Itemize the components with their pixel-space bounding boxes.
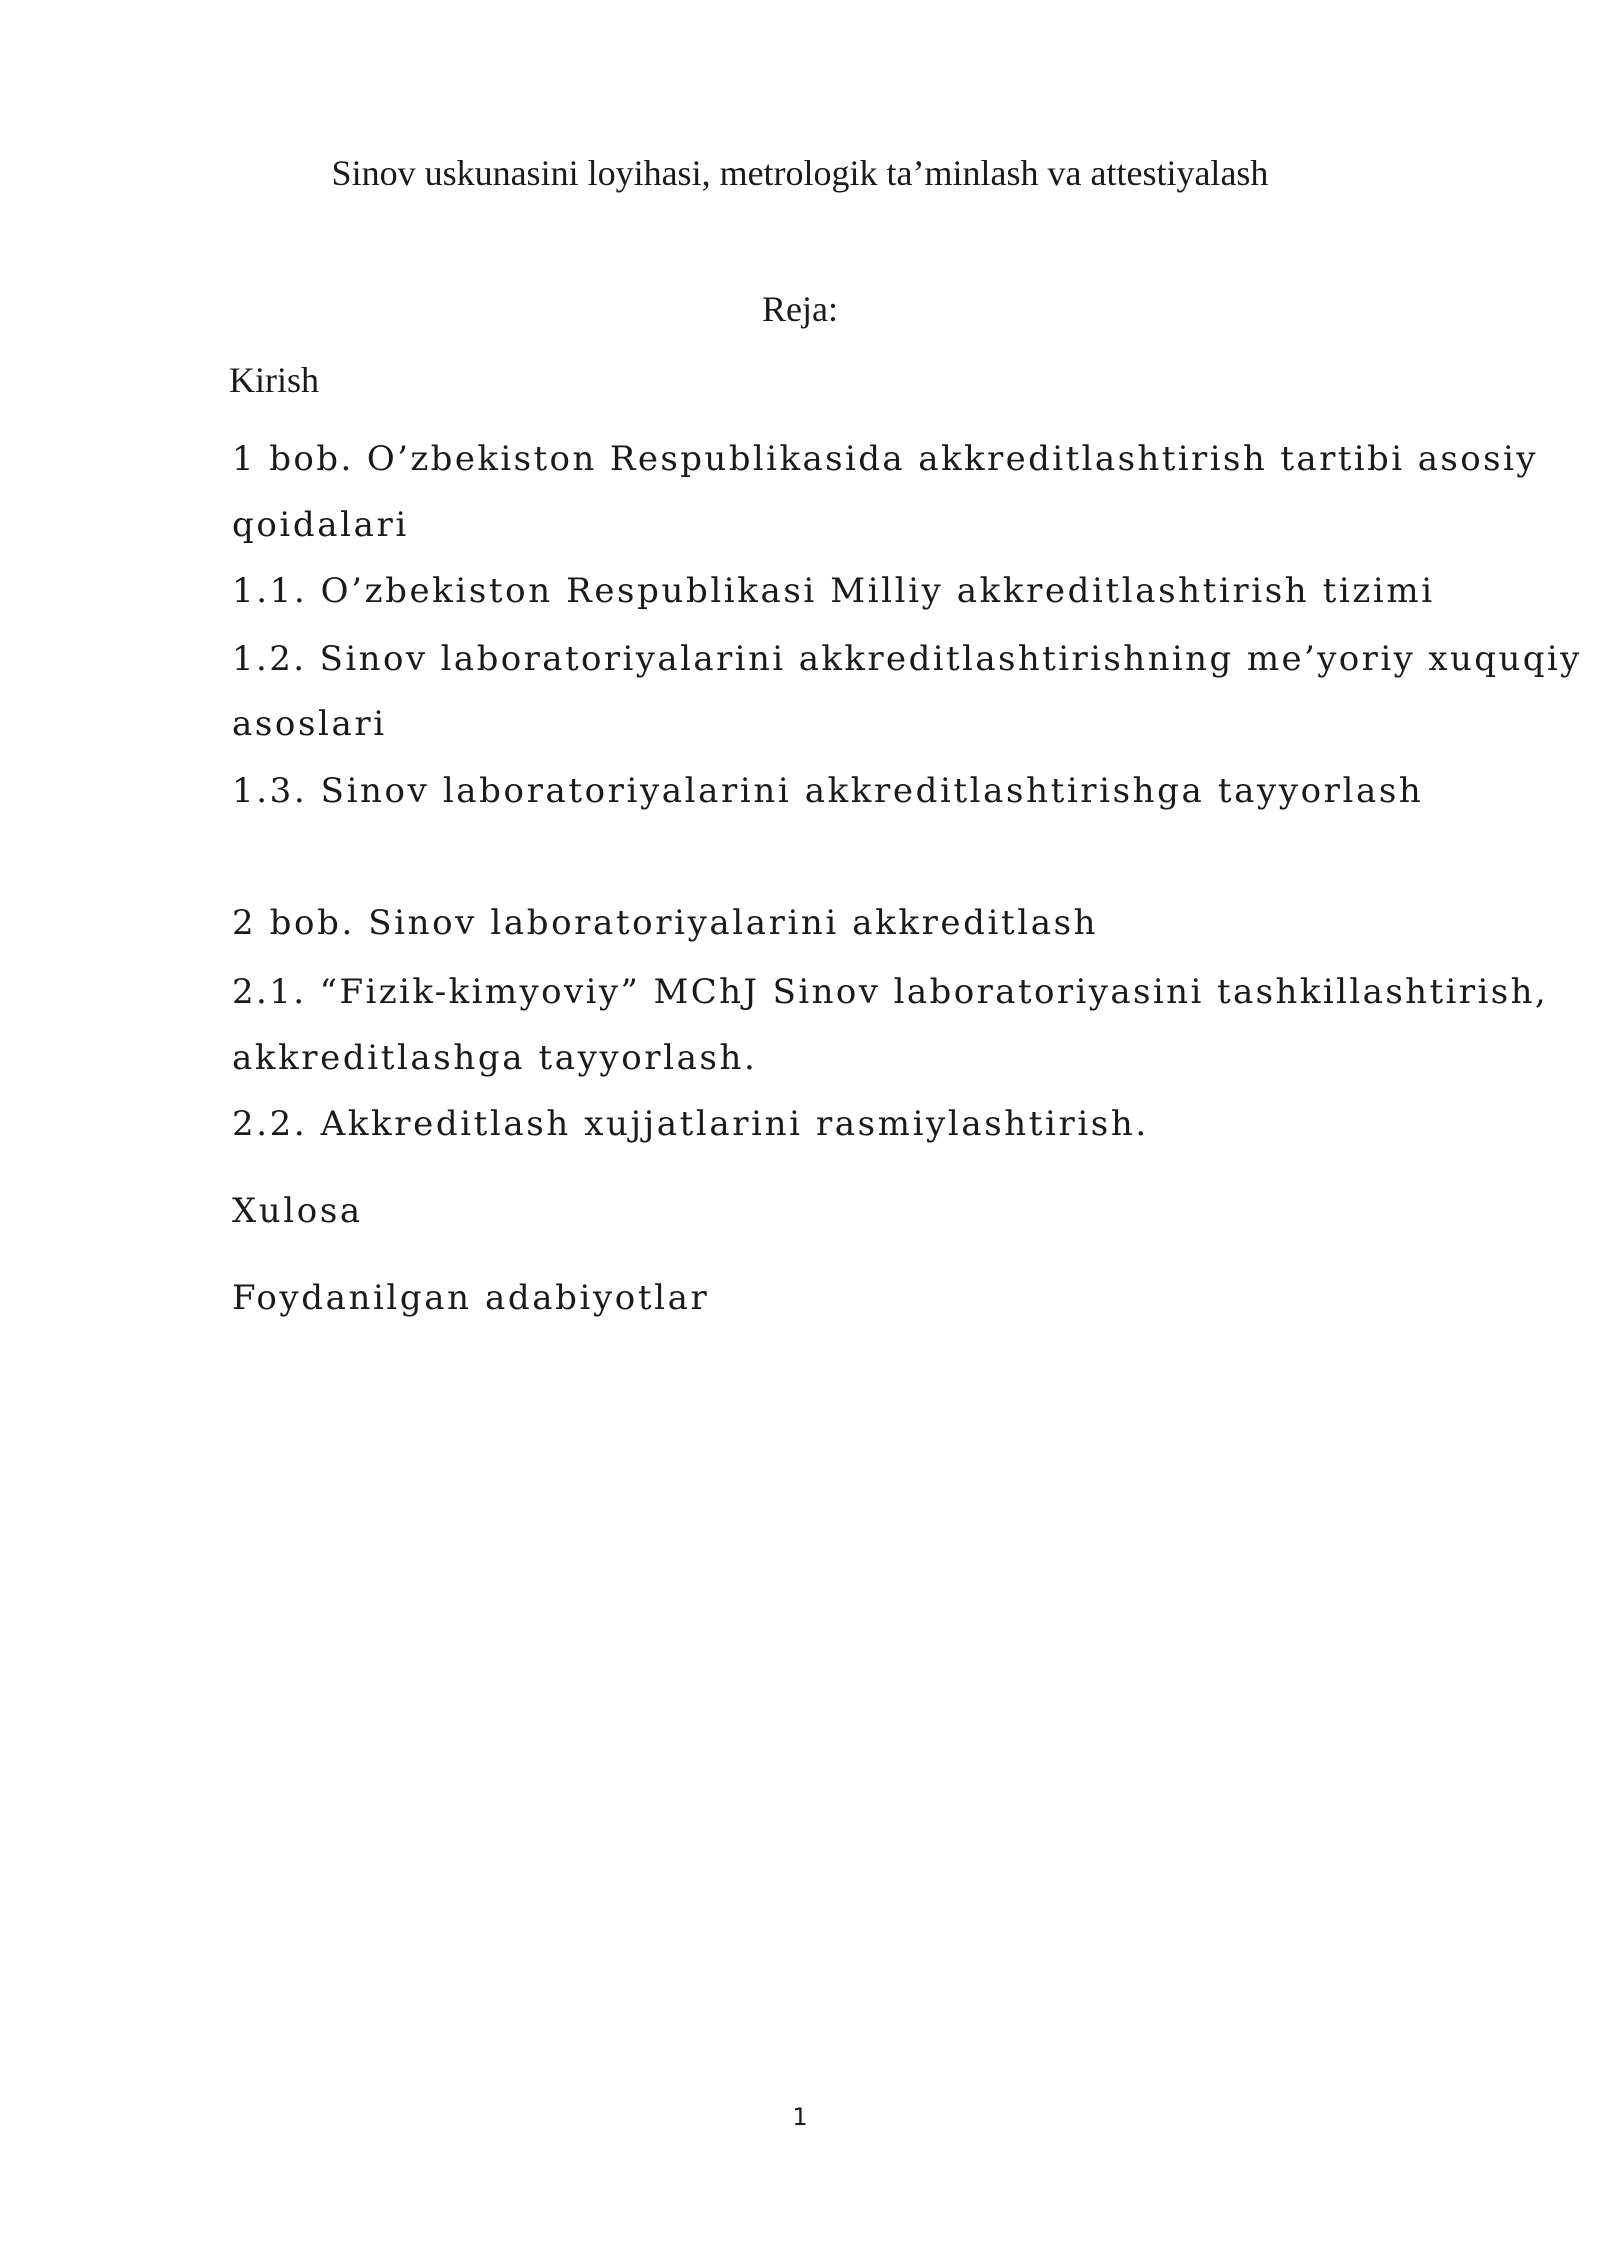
toc-section-1-1: 1.1. O’zbekiston Respublikasi Milliy akkreditlashtirish tizimi [232,571,1435,611]
toc-section-2-1-line-1: 2.1. “Fizik-kimyoviy” MChJ Sinov laboratoriyasini tashkillashtirish, [232,972,1549,1012]
toc-references: Foydanilgan adabiyotlar [232,1278,710,1318]
toc-section-2-1-line-2: akkreditlashga tayyorlash. [232,1038,758,1078]
toc-intro: Kirish [229,360,319,400]
page-number: 1 [792,2103,808,2131]
toc-section-2-2: 2.2. Akkreditlash xujjatlarini rasmiylashtirish. [232,1104,1149,1144]
document-title: Sinov uskunasini loyihasi, metrologik ta’minlash va attestiyalash [331,153,1269,193]
toc-chapter-1-line-2: qoidalari [232,505,409,545]
toc-chapter-2: 2 bob. Sinov laboratoriyalarini akkreditlash [232,903,1099,943]
toc-section-1-2-line-1: 1.2. Sinov laboratoriyalarini akkreditlashtirishning me’yoriy xuquqiy [232,639,1582,679]
toc-section-1-3: 1.3. Sinov laboratoriyalarini akkreditlashtirishga tayyorlash [232,771,1424,811]
plan-heading: Reja: [762,289,838,329]
toc-chapter-1-line-1: 1 bob. O’zbekiston Respublikasida akkreditlashtirish tartibi asosiy [232,439,1538,479]
toc-conclusion: Xulosa [232,1191,363,1231]
toc-section-1-2-line-2: asoslari [232,704,387,744]
